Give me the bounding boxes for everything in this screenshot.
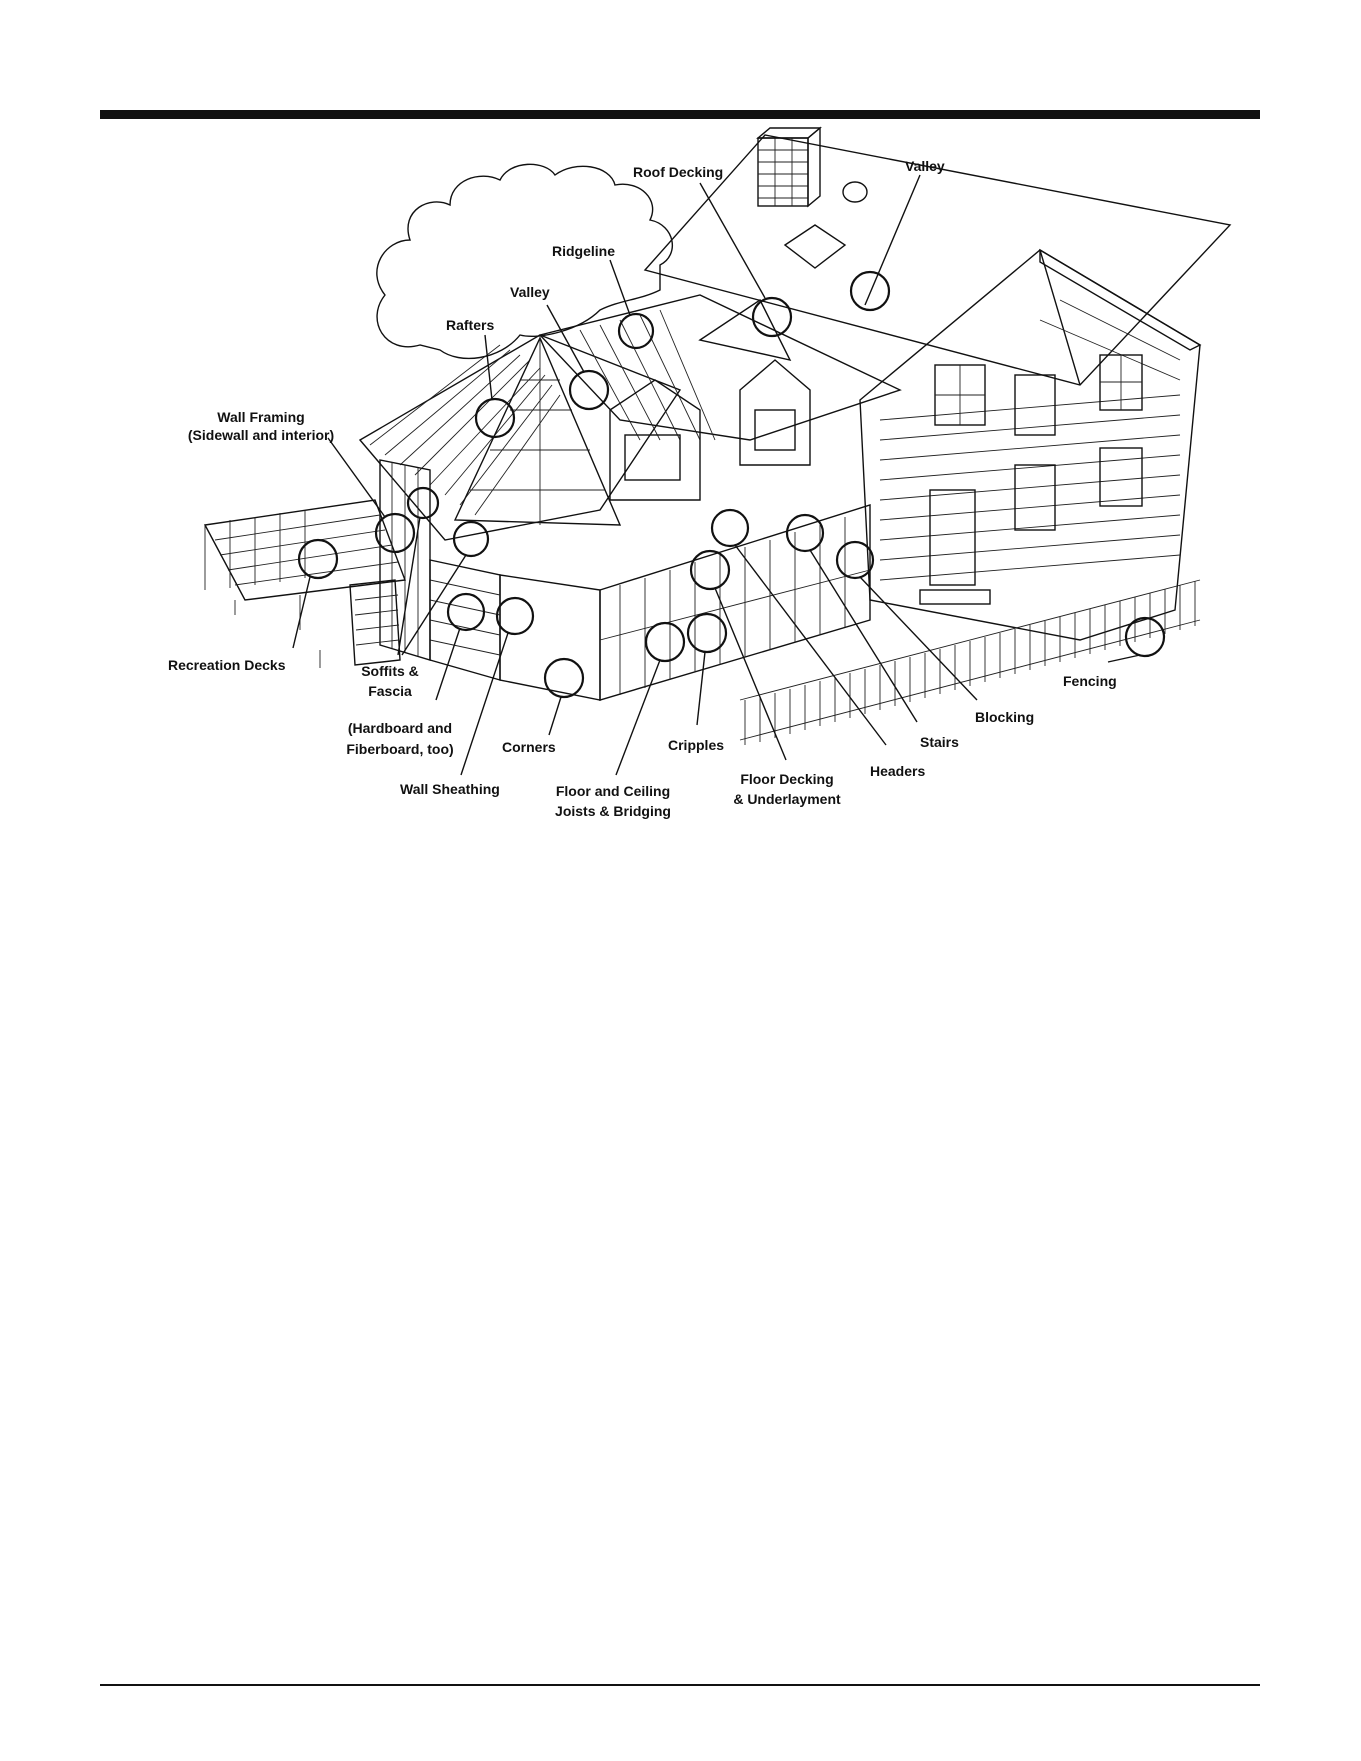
label-valley-top: Valley	[905, 158, 945, 174]
callout-valley-mid	[570, 371, 608, 409]
callout-wall-framing	[376, 514, 414, 552]
label-floor-decking-2: & Underlayment	[733, 791, 841, 807]
callout-hardboard	[448, 594, 484, 630]
fence	[740, 580, 1200, 745]
label-headers: Headers	[870, 763, 926, 779]
label-floor-decking-1: Floor Decking	[740, 771, 834, 787]
callout-floor-ceiling	[646, 623, 684, 661]
label-soffits-2: Fascia	[368, 683, 412, 699]
framed-addition	[360, 295, 900, 700]
label-wall-framing-2: (Sidewall and interior)	[187, 427, 335, 443]
label-roof-decking: Roof Decking	[633, 164, 724, 180]
bottom-rule	[100, 1684, 1260, 1686]
label-wall-sheathing: Wall Sheathing	[400, 781, 500, 797]
label-floor-ceiling-2: Joists & Bridging	[555, 803, 671, 819]
label-rafters: Rafters	[446, 317, 495, 333]
callout-circles	[299, 272, 1164, 697]
callout-corners	[545, 659, 583, 697]
label-valley-mid: Valley	[510, 284, 550, 300]
tree-outline	[377, 164, 673, 358]
callout-wall-sheathing	[497, 598, 533, 634]
deck	[205, 500, 405, 668]
callout-fencing	[1126, 618, 1164, 656]
label-wall-framing-1: Wall Framing	[217, 409, 305, 425]
label-stairs: Stairs	[920, 734, 959, 750]
label-fencing: Fencing	[1063, 673, 1117, 689]
label-corners: Corners	[502, 739, 556, 755]
label-cripples: Cripples	[668, 737, 725, 753]
callout-headers	[712, 510, 748, 546]
callout-rafters	[476, 399, 514, 437]
label-hardboard-2: Fiberboard, too)	[346, 741, 454, 757]
roof-vent	[843, 182, 867, 202]
label-hardboard-1: (Hardboard and	[347, 720, 453, 736]
label-soffits-1: Soffits &	[361, 663, 419, 679]
label-recreation-decks: Recreation Decks	[168, 657, 286, 673]
callout-soffit-lower	[454, 522, 488, 556]
label-ridgeline: Ridgeline	[552, 243, 616, 259]
label-floor-ceiling-1: Floor and Ceiling	[555, 783, 671, 799]
callout-stairs	[787, 515, 823, 551]
callout-floor-decking	[691, 551, 729, 589]
main-house	[645, 135, 1230, 640]
labels	[168, 158, 1117, 819]
callout-valley-top	[851, 272, 889, 310]
skylight	[785, 225, 845, 268]
label-blocking: Blocking	[975, 709, 1035, 725]
leader-lines	[293, 175, 1140, 775]
